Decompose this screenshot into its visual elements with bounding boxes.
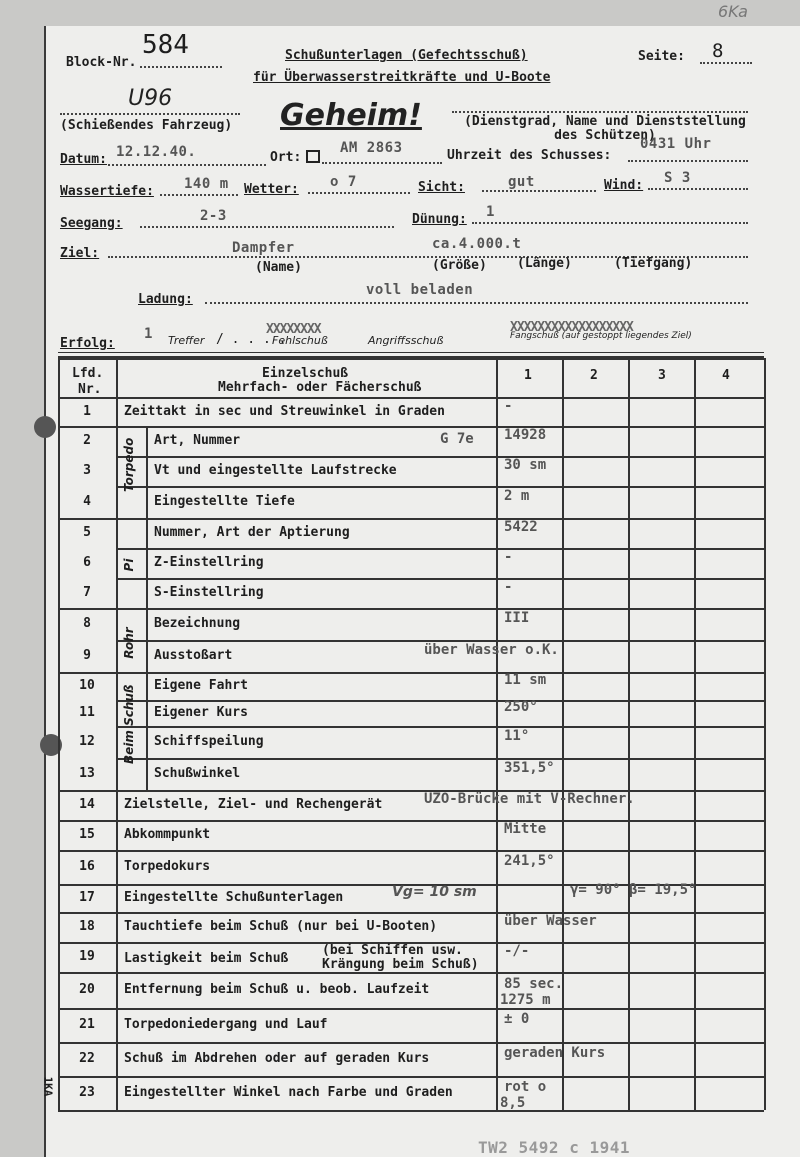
- row-11-label: Eigener Kurs: [154, 705, 248, 720]
- seegang-label: Seegang:: [60, 216, 123, 231]
- row-21-label: Torpedoniedergang und Lauf: [124, 1017, 328, 1032]
- row-17-angles: γ= 90° β= 19,5°: [570, 882, 697, 898]
- row-20-value: 85 sec.: [504, 976, 564, 992]
- row-3-value: 30 sm: [504, 457, 547, 473]
- row-21-number: 21: [79, 1017, 95, 1032]
- row-17-value: Vg= 10 sm: [392, 884, 477, 900]
- row-22-label: Schuß im Abdrehen oder auf geraden Kurs: [124, 1051, 430, 1066]
- ziel-groesse-label: (Größe): [432, 258, 487, 273]
- row-12-label: Schiffspeilung: [154, 734, 264, 749]
- row-4-value: 2 m: [504, 488, 530, 504]
- uhrzeit-label: Uhrzeit des Schusses:: [447, 148, 612, 163]
- row-3-label: Vt und eingestellte Laufstrecke: [154, 463, 397, 478]
- row-15-number: 15: [79, 827, 95, 842]
- row-6-value: -: [504, 549, 513, 565]
- wind-value: S 3: [664, 170, 691, 186]
- row-5-label: Nummer, Art der Aptierung: [154, 525, 350, 540]
- col-lfd: Lfd.: [72, 366, 104, 381]
- row-1-label: Zeittakt in sec und Streuwinkel in Graden: [124, 403, 445, 419]
- ort-box: [306, 150, 320, 163]
- row-16-number: 16: [79, 859, 95, 874]
- angriffsschuss-label: Angriffsschuß: [368, 334, 444, 347]
- row-18-number: 18: [79, 919, 95, 934]
- struck-out-2: XXXXXXXXXXXXXXXXXX: [510, 320, 633, 335]
- group-torpedo: Torpedo: [122, 437, 136, 492]
- row-10-label: Eigene Fahrt: [154, 678, 248, 693]
- row-23-label: Eingestellter Winkel nach Farbe und Graden: [124, 1085, 453, 1100]
- ziel-tiefgang-label: (Tiefgang): [614, 256, 693, 271]
- wassertiefe-label: Wassertiefe:: [60, 184, 154, 199]
- corner-mark: 6Ka: [718, 2, 748, 21]
- erfolg-label: Erfolg:: [60, 336, 115, 351]
- struck-out-1: XXXXXXXX: [266, 322, 321, 337]
- ladung-value: voll beladen: [366, 282, 474, 298]
- row-1-value: -: [504, 397, 513, 414]
- row-2-value: 14928: [504, 427, 547, 443]
- row-19-label-note: (bei Schiffen usw.: [322, 943, 463, 958]
- row-23-value2: 8,5: [500, 1095, 526, 1111]
- row-5-value: 5422: [504, 519, 538, 535]
- row-8-value: III: [504, 610, 530, 626]
- row-14-value: UZO-Brücke mit V-Rechner.: [424, 791, 635, 807]
- row-9-label: Ausstoßart: [154, 648, 233, 663]
- margin-mark: 1KA: [41, 1076, 55, 1097]
- block-number: 584: [142, 30, 189, 60]
- duenung-label: Dünung:: [412, 212, 467, 227]
- vessel-value: U96: [128, 86, 173, 111]
- ladung-label: Ladung:: [138, 292, 193, 307]
- row-2-extra: G 7e: [440, 431, 474, 447]
- row-16-value: 241,5°: [504, 853, 555, 869]
- datum-label: Datum:: [60, 152, 107, 167]
- row-17-label: Eingestellte Schußunterlagen: [124, 890, 344, 905]
- row-23-value: rot o: [504, 1079, 547, 1095]
- row-1-number: 1: [83, 403, 91, 419]
- row-2-number: 2: [83, 433, 91, 448]
- form-title: Schußunterlagen (Gefechtsschuß): [285, 48, 528, 63]
- row-23-number: 23: [79, 1085, 95, 1100]
- group-beim-schuss: Beim Schuß: [122, 684, 136, 764]
- col-head-single: Einzelschuß: [262, 366, 349, 381]
- ziel-name-label: (Name): [255, 260, 302, 275]
- ziel-label: Ziel:: [60, 246, 100, 261]
- wetter-label: Wetter:: [244, 182, 299, 197]
- page-number: 8: [712, 40, 724, 62]
- row-11-number: 11: [79, 705, 95, 720]
- page-label: Seite:: [638, 49, 685, 64]
- uhrzeit-value: 0431 Uhr: [640, 136, 712, 152]
- group-rohr: Rohr: [122, 627, 136, 659]
- col-1: 1: [524, 368, 532, 383]
- row-4-label: Eingestellte Tiefe: [154, 494, 295, 509]
- shooter-label: (Dienstgrad, Name und Dienststellung des Schützen): [464, 114, 746, 143]
- col-2: 2: [590, 368, 598, 383]
- col-nr: Nr.: [78, 382, 102, 397]
- row-13-number: 13: [79, 766, 95, 781]
- seegang-value: 2-3: [200, 208, 227, 224]
- treffer-label: Treffer: [168, 334, 205, 347]
- col-4: 4: [722, 368, 730, 383]
- row-21-value: ± 0: [504, 1011, 530, 1027]
- sicht-label: Sicht:: [418, 180, 465, 195]
- row-13-label: Schußwinkel: [154, 766, 241, 781]
- group-pi: Pi: [122, 558, 136, 572]
- row-2-label: Art, Nummer: [154, 433, 241, 448]
- row-15-value: Mitte: [504, 821, 547, 837]
- row-8-number: 8: [83, 616, 91, 631]
- row-11-value: 250°: [504, 699, 538, 715]
- row-9-value: über Wasser o.K.: [424, 642, 559, 658]
- sicht-value: gut: [508, 174, 535, 190]
- ziel-laenge-label: (Länge): [517, 256, 572, 271]
- wetter-value: o 7: [330, 174, 357, 190]
- row-7-number: 7: [83, 585, 91, 600]
- punch-hole-top: [34, 416, 56, 438]
- row-5-number: 5: [83, 525, 91, 540]
- wassertiefe-value: 140 m: [184, 176, 229, 192]
- row-16-label: Torpedokurs: [124, 859, 211, 874]
- row-8-label: Bezeichnung: [154, 616, 241, 631]
- row-18-label: Tauchtiefe beim Schuß (nur bei U-Booten): [124, 919, 438, 934]
- row-18-value: über Wasser: [504, 913, 597, 929]
- row-3-number: 3: [83, 463, 91, 478]
- row-14-number: 14: [79, 797, 95, 812]
- row-14-label: Zielstelle, Ziel- und Rechengerät: [124, 797, 383, 812]
- row-6-number: 6: [83, 555, 91, 570]
- footer-stamp: TW2 5492 c 1941: [478, 1138, 630, 1157]
- row-13-value: 351,5°: [504, 760, 555, 776]
- row-10-value: 11 sm: [504, 672, 547, 688]
- row-20-number: 20: [79, 982, 95, 997]
- wind-label: Wind:: [604, 178, 644, 193]
- row-17-number: 17: [79, 890, 95, 905]
- ziel-value: Dampfer: [232, 240, 295, 256]
- row-7-value: -: [504, 579, 513, 595]
- row-9-number: 9: [83, 648, 91, 663]
- datum-value: 12.12.40.: [116, 144, 197, 160]
- erfolg-value: 1: [144, 326, 153, 342]
- col-3: 3: [658, 368, 666, 383]
- row-10-number: 10: [79, 678, 95, 693]
- ziel-size-value: ca.4.000.t: [432, 236, 522, 252]
- row-6-label: Z-Einstellring: [154, 555, 264, 570]
- ort-value: AM 2863: [340, 140, 403, 156]
- secret-stamp: Geheim!: [280, 98, 422, 133]
- vessel-label: (Schießendes Fahrzeug): [60, 118, 233, 133]
- block-label: Block-Nr.: [66, 55, 137, 70]
- fangschuss-label: Fangschuß (auf gestoppt liegendes Ziel): [510, 331, 692, 341]
- row-22-number: 22: [79, 1051, 95, 1066]
- row-19-label: Lastigkeit beim Schuß: [124, 951, 289, 966]
- row-4-number: 4: [83, 494, 91, 509]
- form-subtitle: für Überwasserstreitkräfte und U-Boote: [253, 70, 551, 85]
- row-19-value: -/-: [504, 943, 530, 959]
- duenung-value: 1: [486, 204, 495, 220]
- row-12-number: 12: [79, 734, 95, 749]
- fehlschuss-label: Fehlschuß: [272, 334, 328, 347]
- row-19-number: 19: [79, 949, 95, 964]
- row-19-label-note2: Krängung beim Schuß): [322, 957, 479, 972]
- row-12-value: 11°: [504, 728, 530, 744]
- row-15-label: Abkommpunkt: [124, 827, 211, 842]
- row-22-value: geraden Kurs: [504, 1045, 606, 1061]
- ort-label: Ort:: [270, 150, 302, 165]
- row-20-value2: 1275 m: [500, 992, 551, 1008]
- row-7-label: S-Einstellring: [154, 585, 264, 600]
- col-head-multi: Mehrfach- oder Fächerschuß: [218, 380, 422, 395]
- row-20-label: Entfernung beim Schuß u. beob. Laufzeit: [124, 982, 430, 997]
